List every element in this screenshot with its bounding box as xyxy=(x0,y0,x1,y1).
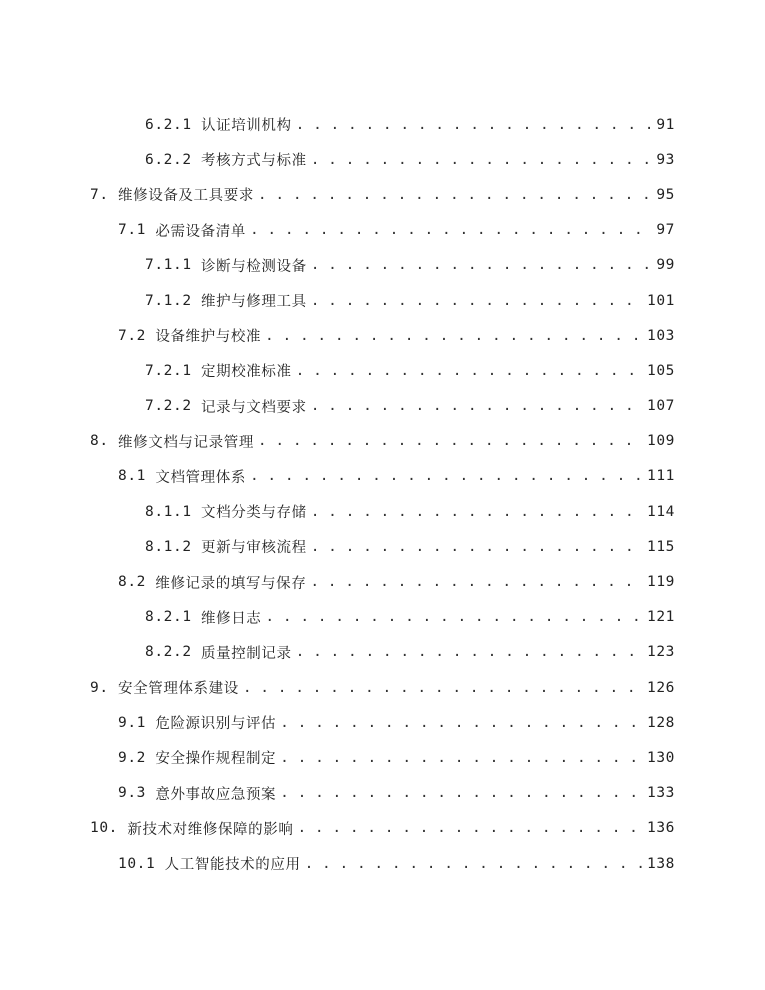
toc-entry-page: 97 xyxy=(656,222,675,239)
toc-entry-page: 99 xyxy=(656,257,675,274)
toc-entry-page: 101 xyxy=(647,292,675,309)
toc-entry-title: 维护与修理工具 xyxy=(201,294,307,311)
toc-entry-title: 新技术对维修保障的影响 xyxy=(127,821,294,838)
toc-entry-title: 维修记录的填写与保存 xyxy=(155,575,307,592)
toc-entry-page: 128 xyxy=(647,714,675,731)
toc-entry-title: 定期校准标准 xyxy=(201,364,292,381)
toc-leader-dots xyxy=(258,433,643,449)
toc-entry-number: 8.1 xyxy=(118,468,146,485)
table-of-contents xyxy=(0,107,765,881)
toc-entry[interactable] xyxy=(0,635,765,670)
toc-leader-dots xyxy=(311,504,643,520)
toc-entry-page: 114 xyxy=(647,503,675,520)
toc-entry-number: 8.2.1 xyxy=(145,609,192,626)
toc-entry[interactable] xyxy=(0,740,765,775)
toc-entry-page: 126 xyxy=(647,679,675,696)
toc-entry-page: 138 xyxy=(647,855,675,872)
toc-entry-number: 7. xyxy=(90,186,109,203)
toc-entry[interactable] xyxy=(0,670,765,705)
toc-leader-dots xyxy=(305,856,643,872)
toc-entry-page: 130 xyxy=(647,749,675,766)
toc-entry-title: 质量控制记录 xyxy=(201,645,292,662)
toc-entry-number: 7.2.1 xyxy=(145,362,192,379)
toc-entry[interactable] xyxy=(0,564,765,599)
toc-entry-number: 8.2 xyxy=(118,574,146,591)
toc-leader-dots xyxy=(258,187,652,203)
toc-entry[interactable] xyxy=(0,142,765,177)
toc-entry-number: 8.1.2 xyxy=(145,538,192,555)
toc-entry-page: 111 xyxy=(647,468,675,485)
toc-entry-number: 9.1 xyxy=(118,714,146,731)
toc-entry-page: 133 xyxy=(647,785,675,802)
toc-leader-dots xyxy=(250,468,643,484)
toc-leader-dots xyxy=(310,574,643,590)
toc-entry-number: 8. xyxy=(90,433,109,450)
toc-entry-page: 119 xyxy=(647,574,675,591)
toc-entry-title: 考核方式与标准 xyxy=(201,153,307,170)
toc-entry[interactable] xyxy=(0,283,765,318)
toc-entry-number: 9.3 xyxy=(118,785,146,802)
toc-entry[interactable] xyxy=(0,248,765,283)
toc-entry-title: 更新与审核流程 xyxy=(201,540,307,557)
toc-leader-dots xyxy=(297,820,643,836)
toc-entry-number: 8.2.2 xyxy=(145,644,192,661)
toc-entry[interactable] xyxy=(0,459,765,494)
toc-entry[interactable] xyxy=(0,424,765,459)
toc-leader-dots xyxy=(265,609,643,625)
toc-leader-dots xyxy=(311,293,643,309)
toc-leader-dots xyxy=(250,222,652,238)
toc-entry-title: 维修设备及工具要求 xyxy=(118,188,254,205)
toc-entry-title: 文档管理体系 xyxy=(155,469,246,486)
toc-entry-page: 123 xyxy=(647,644,675,661)
toc-entry[interactable] xyxy=(0,600,765,635)
toc-leader-dots xyxy=(280,785,643,801)
toc-entry-page: 107 xyxy=(647,398,675,415)
toc-entry-title: 意外事故应急预案 xyxy=(155,786,277,803)
toc-entry-page: 91 xyxy=(656,116,675,133)
toc-entry-title: 诊断与检测设备 xyxy=(201,258,307,275)
toc-entry-page: 93 xyxy=(656,151,675,168)
toc-entry-title: 危险源识别与评估 xyxy=(155,716,277,733)
toc-entry-page: 105 xyxy=(647,362,675,379)
toc-entry-title: 认证培训机构 xyxy=(201,118,292,135)
toc-leader-dots xyxy=(311,257,653,273)
toc-entry-number: 9. xyxy=(90,679,109,696)
toc-entry-title: 文档分类与存储 xyxy=(201,505,307,522)
toc-entry[interactable] xyxy=(0,494,765,529)
toc-entry-number: 9.2 xyxy=(118,749,146,766)
toc-entry[interactable] xyxy=(0,318,765,353)
toc-entry-title: 维修文档与记录管理 xyxy=(118,434,254,451)
toc-entry[interactable] xyxy=(0,705,765,740)
toc-leader-dots xyxy=(296,644,643,660)
toc-entry-number: 10.1 xyxy=(118,855,156,872)
toc-entry-page: 109 xyxy=(647,433,675,450)
toc-entry[interactable] xyxy=(0,776,765,811)
toc-leader-dots xyxy=(311,398,643,414)
toc-entry[interactable] xyxy=(0,529,765,564)
toc-entry-title: 安全操作规程制定 xyxy=(155,751,277,768)
toc-leader-dots xyxy=(243,680,643,696)
toc-entry-page: 115 xyxy=(647,538,675,555)
toc-entry[interactable] xyxy=(0,213,765,248)
toc-leader-dots xyxy=(311,539,643,555)
toc-entry[interactable] xyxy=(0,846,765,881)
toc-entry-title: 设备维护与校准 xyxy=(155,329,262,346)
toc-leader-dots xyxy=(296,117,653,133)
toc-entry[interactable] xyxy=(0,811,765,846)
toc-leader-dots xyxy=(280,715,643,731)
toc-entry-page: 103 xyxy=(647,327,675,344)
toc-leader-dots xyxy=(280,750,643,766)
toc-entry[interactable] xyxy=(0,177,765,212)
toc-entry[interactable] xyxy=(0,353,765,388)
toc-leader-dots xyxy=(296,363,643,379)
toc-entry-title: 安全管理体系建设 xyxy=(118,681,239,698)
toc-entry-number: 6.2.1 xyxy=(145,116,192,133)
toc-entry-title: 必需设备清单 xyxy=(155,223,246,240)
toc-entry-number: 7.1.2 xyxy=(145,292,192,309)
toc-entry-number: 8.1.1 xyxy=(145,503,192,520)
toc-entry-number: 7.1 xyxy=(118,222,146,239)
toc-entry-page: 136 xyxy=(647,820,675,837)
toc-entry-number: 7.2.2 xyxy=(145,398,192,415)
toc-entry-page: 121 xyxy=(647,609,675,626)
toc-entry-title: 维修日志 xyxy=(201,610,262,627)
toc-entry[interactable] xyxy=(0,107,765,142)
toc-leader-dots xyxy=(265,328,643,344)
toc-leader-dots xyxy=(311,152,653,168)
toc-entry[interactable] xyxy=(0,389,765,424)
toc-entry-number: 6.2.2 xyxy=(145,151,192,168)
toc-entry-number: 7.1.1 xyxy=(145,257,192,274)
toc-entry-title: 人工智能技术的应用 xyxy=(164,857,301,874)
toc-entry-title: 记录与文档要求 xyxy=(201,399,307,416)
toc-entry-number: 10. xyxy=(90,820,118,837)
toc-entry-number: 7.2 xyxy=(118,327,146,344)
toc-entry-page: 95 xyxy=(656,186,675,203)
